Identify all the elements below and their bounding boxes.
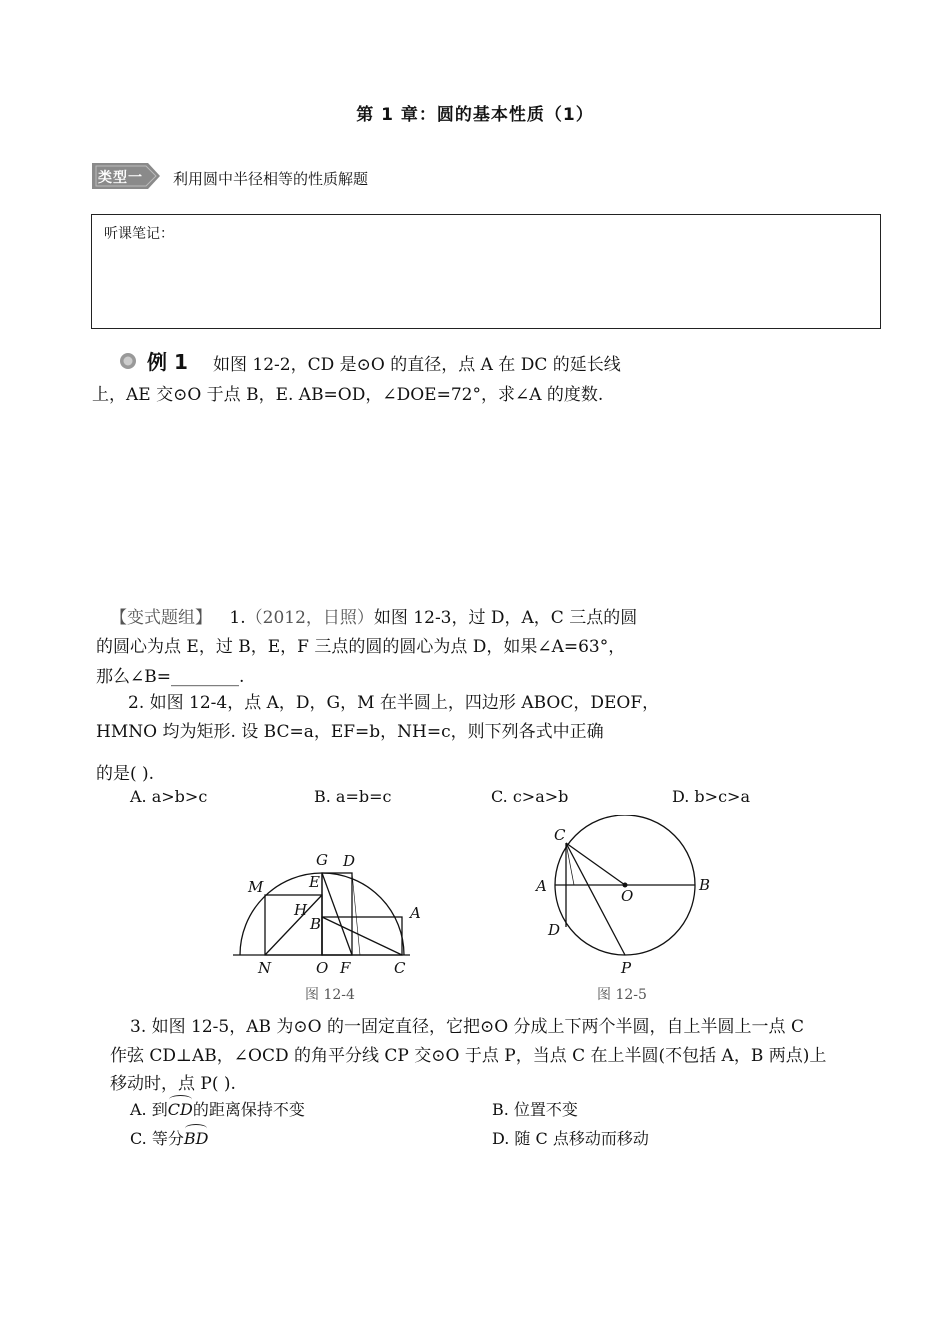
fig4-label-f: F <box>340 959 351 977</box>
page-title: 第 1 章：圆的基本性质（1） <box>356 105 594 125</box>
fig5-label-o: O <box>621 887 634 905</box>
fig4-label-o: O <box>316 959 329 977</box>
type-tag-label: 类型一 <box>98 170 143 186</box>
example-line-1: 如图 12-2，CD 是⊙O 的直径，点 A 在 DC 的延长线 <box>213 355 621 375</box>
fig4-line-d <box>352 873 360 955</box>
figure-12-5 <box>530 815 720 984</box>
variant-question-3-line-2: 作弦 CD⊥AB，∠OCD 的角平分线 CP 交⊙O 于点 P，当点 C 在上半圆(不包括 A，B 两点)上 <box>110 1046 827 1066</box>
figure-12-5-caption: 图 12-5 <box>597 987 647 1003</box>
fig4-label-h: H <box>294 901 308 919</box>
fig4-label-n: N <box>258 959 272 977</box>
notes-label: 听课笔记： <box>104 226 174 242</box>
example-icon <box>118 351 138 375</box>
variant-question-2-line-1: 2. 如图 12-4，点 A，D，G，M 在半圆上，四边形 ABOC，DEOF， <box>128 693 660 713</box>
fig5-label-p: P <box>621 959 632 977</box>
fig4-line-bc <box>322 917 402 955</box>
fig4-label-g: G <box>316 851 328 869</box>
figure-12-4-drawing <box>230 845 430 980</box>
q3-option-c <box>130 1126 208 1149</box>
q3-option-c-prefix: C. 等分 <box>130 1129 184 1148</box>
fig5-label-c: C <box>554 826 566 844</box>
fig4-label-m: M <box>248 878 264 896</box>
fig5-label-b: B <box>699 876 711 894</box>
q2-option-b: B. a=b=c <box>314 787 392 806</box>
fig4-label-c: C <box>394 959 406 977</box>
example-bullet-icon <box>118 351 138 371</box>
q3-option-a <box>130 1097 305 1120</box>
q2-option-c: C. c>a>b <box>491 787 569 806</box>
q2-option-d: D. b>c>a <box>672 787 750 806</box>
q1-line1-rest: 如图 12-3，过 D，A，C 三点的圆 <box>373 608 638 628</box>
q3-option-b: B. 位置不变 <box>492 1100 578 1119</box>
fig5-label-a: A <box>536 877 547 895</box>
notes-box[interactable] <box>91 214 881 329</box>
q3-option-d: D. 随 C 点移动而移动 <box>492 1129 649 1148</box>
q3-option-a-suffix: 的距离保持不变 <box>192 1100 305 1119</box>
type-title: 利用圆中半径相等的性质解题 <box>173 170 369 188</box>
fig4-label-a: A <box>410 904 421 922</box>
variant-question-3-line-3: 移动时，点 P( ). <box>110 1074 236 1094</box>
variant-question-2-line-2: HMNO 均为矩形. 设 BC=a，EF=b，NH=c，则下列各式中正确 <box>96 722 604 742</box>
figure-12-4 <box>230 845 430 984</box>
variant-question-1-line-2: 的圆心为点 E，过 B，E，F 三点的圆的圆心为点 D，如果∠A=63°， <box>96 637 626 657</box>
fig4-label-d: D <box>343 852 356 870</box>
fig5-label-d: D <box>548 921 561 939</box>
example-line-2: 上，AE 交⊙O 于点 B，E. AB=OD，∠DOE=72°，求∠A 的度数. <box>92 385 604 405</box>
fig4-line-ef <box>322 873 352 955</box>
fig5-radius-oc <box>566 843 625 885</box>
figure-12-4-caption: 图 12-4 <box>305 987 355 1003</box>
example-label: 例 1 <box>147 350 188 374</box>
type-tag <box>92 163 160 189</box>
variant-question-3-line-1: 3. 如图 12-5，AB 为⊙O 的一固定直径，它把⊙O 分成上下两个半圆，自上半圆上一点 C <box>130 1017 804 1037</box>
fig4-label-b: B <box>310 915 322 933</box>
q3-option-a-arc: CD <box>167 1100 193 1119</box>
fig4-label-e: E <box>309 873 320 891</box>
variants-header: 【变式题组】 <box>110 608 212 628</box>
variant-question-1-line-1 <box>110 603 637 628</box>
q1-number: 1. <box>229 608 246 628</box>
fig5-line-cp <box>566 843 625 955</box>
variant-question-1-line-3: 那么∠B=________. <box>96 667 245 687</box>
q2-option-a: A. a>b>c <box>130 787 208 806</box>
q3-option-a-prefix: A. 到 <box>130 1100 168 1119</box>
q1-source: （2012，日照） <box>245 608 374 628</box>
q3-option-c-arc: BD <box>183 1129 209 1148</box>
figure-12-5-drawing <box>530 815 720 980</box>
variant-question-2-line-3: 的是( ). <box>96 764 155 784</box>
